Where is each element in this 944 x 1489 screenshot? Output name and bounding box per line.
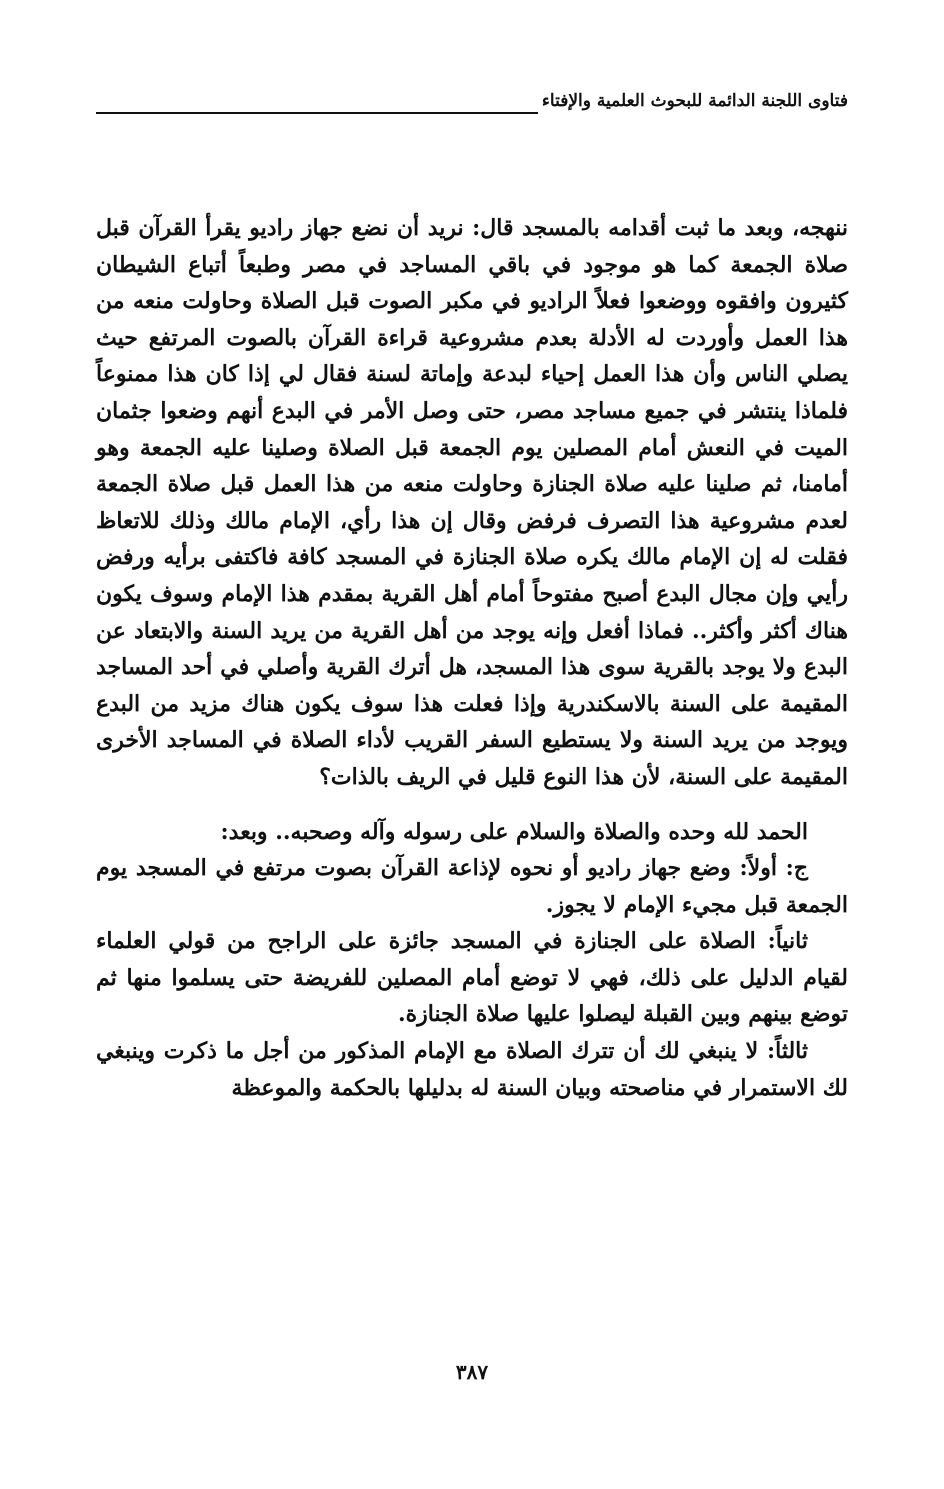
answer-point-1-lead: ج: أولاً: <box>739 855 808 882</box>
answer-point-3-lead: ثالثاً: <box>767 1038 808 1065</box>
answer-point-1 <box>96 850 848 923</box>
main-text <box>96 210 848 1106</box>
page-number: ٣٨٧ <box>455 1360 489 1384</box>
answer-point-3-text: لا ينبغي لك أن تترك الصلاة مع الإمام المذكور من أجل ما ذكرت وينبغي لك الاستمرار في مناصحته وبيان السنة له بدليلها بالحكمة والموعظة <box>96 1038 848 1101</box>
running-title: فتاوى اللجنة الدائمة للبحوث العلمية والإفتاء <box>538 88 848 114</box>
answer-point-2-lead: ثانياً: <box>767 928 808 955</box>
running-header <box>96 88 848 124</box>
answer-point-3 <box>96 1033 848 1106</box>
answer-point-2-text: الصلاة على الجنازة في المسجد جائزة على الراجح من قولي العلماء لقيام الدليل على ذلك، فهي لا توضع أمام المصلين للفريضة حتى يسلموا منها ثم توضع بينهم وبين القبلة ليصلوا عليها صلاة الجنازة. <box>96 928 849 1028</box>
answer-intro: الحمد لله وحده والصلاة والسلام على رسوله وآله وصحبه.. وبعد: <box>220 818 808 845</box>
answer-point-2 <box>96 923 848 1033</box>
answer-section <box>96 814 848 1107</box>
question-paragraph: ننهجه، وبعد ما ثبت أقدامه بالمسجد قال: نريد أن نضع جهاز راديو يقرأ القرآن قبل صلاة الجمعة كما هو موجود في باقي المساجد في مصر وطبعاً أتباع الشيطان كثيرون وافقوه ووضعوا فعلاً الراديو في مكبر الصوت قبل الصلاة وحاولت منعه من هذا العمل وأوردت له الأدلة بعدم مشروعية قراءة القرآن بالصوت المرتفع حيث يصلي الناس وأن هذا العمل إحياء لبدعة وإماتة لسنة فقال لي إذا كان هذا ممنوعاً فلماذا ينتشر في جميع مساجد مصر، حتى وصل الأمر في البدع أنهم وضعوا جثمان الميت في النعش أمام المصلين يوم الجمعة قبل الصلاة وصلينا عليه الجمعة وهو أمامنا، ثم صلينا عليه صلاة الجنازة وحاولت منعه من هذا العمل قبل صلاة الجمعة لعدم مشروعية هذا التصرف فرفض وقال إن هذا رأي، الإمام مالك وذلك للاتعاظ فقلت له إن الإمام مالك يكره صلاة الجنازة في المسجد كافة فاكتفى برأيه ورفض رأيي وإن مجال البدع أصبح مفتوحاً أمام أهل القرية بمقدم هذا الإمام وسوف يكون هناك أكثر وأكثر.. فماذا أفعل وإنه يوجد من أهل القرية من يريد السنة والابتعاد عن البدع ولا يوجد بالقرية سوى هذا المسجد، هل أترك القرية وأصلي في أحد المساجد المقيمة على السنة بالاسكندرية وإذا فعلت هذا سوف يكون هناك مزيد من البدع ويوجد من يريد السنة ولا يستطيع السفر القريب لأداء الصلاة في المساجد الأخرى المقيمة على السنة، لأن هذا النوع قليل في الريف بالذات؟ <box>96 215 848 790</box>
answer-point-1-text: وضع جهاز راديو أو نحوه لإذاعة القرآن بصوت مرتفع في المسجد يوم الجمعة قبل مجيء الإمام لا يجوز. <box>96 855 848 918</box>
